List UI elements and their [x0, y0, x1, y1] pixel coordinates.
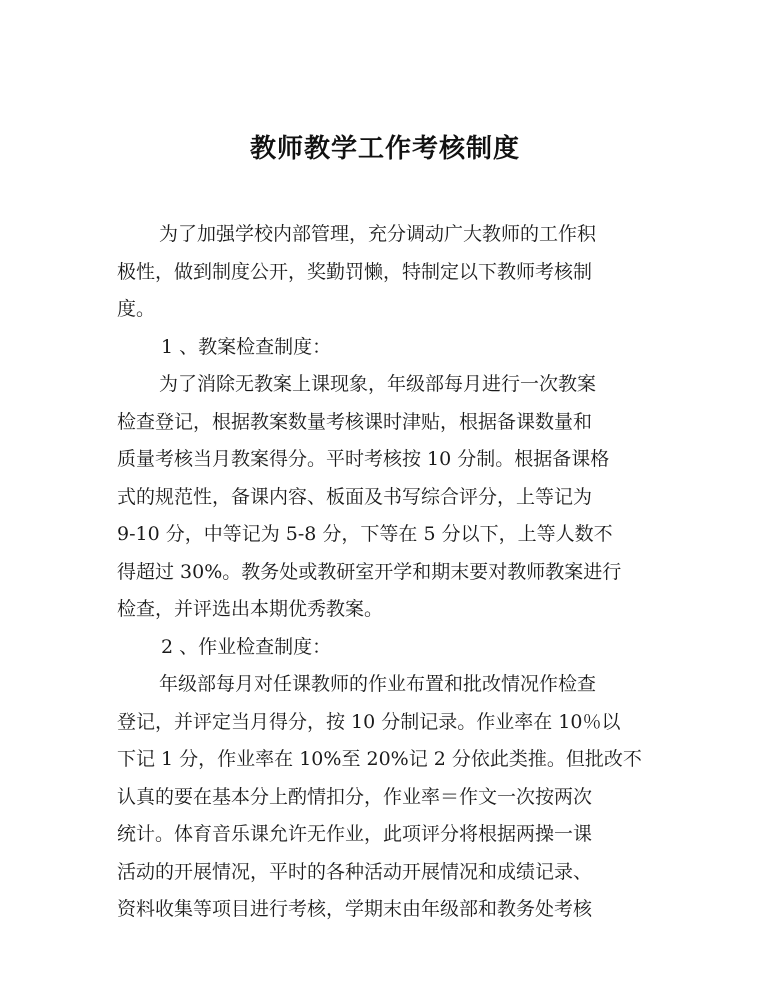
- paragraph-line: 检查，并评选出本期优秀教案。: [117, 598, 384, 620]
- paragraph-line: 检查登记，根据教案数量考核课时津贴，根据备课数量和: [117, 410, 593, 433]
- paragraph-line: 式的规范性，备课内容、板面及书写综合评分，上等记为: [117, 485, 593, 508]
- document-title: 教师教学工作考核制度: [249, 134, 520, 164]
- paragraph-line: 统计。体育音乐课允许无作业，此项评分将根据两操一课: [117, 823, 593, 845]
- paragraph-line: 活动的开展情况，平时的各种活动开展情况和成绩记录、: [117, 860, 593, 883]
- paragraph-line: 年级部每月对任课教师的作业布置和批改情况作检查: [159, 673, 597, 695]
- paragraph-line: 为了消除无教案上课现象，年级部每月进行一次教案: [159, 373, 597, 395]
- paragraph-line: 度。: [117, 298, 156, 320]
- paragraph-line: 下记 1 分，作业率在 10%至 20%记 2 分依此类推。但批改不: [117, 748, 642, 770]
- section-heading-lesson-plan: 1 、教案检查制度：: [161, 335, 332, 358]
- section-heading-homework: 2 、作业检查制度：: [161, 635, 332, 658]
- document-body: [117, 216, 657, 929]
- paragraph-line: 质量考核当月教案得分。平时考核按 10 分制。根据备课格: [117, 448, 610, 470]
- paragraph-line: 9-10 分，中等记为 5-8 分，下等在 5 分以下，上等人数不: [117, 523, 613, 545]
- paragraph-line: 得超过 30%。教务处或教研室开学和期末要对教师教案进行: [117, 560, 622, 583]
- paragraph-line: 登记，并评定当月得分，按 10 分制记录。作业率在 10％以: [117, 710, 621, 733]
- paragraph-line: 资料收集等项目进行考核，学期末由年级部和教务处考核: [117, 898, 593, 920]
- paragraph-line: 为了加强学校内部管理，充分调动广大教师的工作积: [159, 223, 597, 245]
- paragraph-line: 认真的要在基本分上酌情扣分，作业率＝作文一次按两次: [117, 785, 593, 808]
- paragraph-line: 极性，做到制度公开，奖勤罚懒，特制定以下教师考核制: [117, 260, 593, 283]
